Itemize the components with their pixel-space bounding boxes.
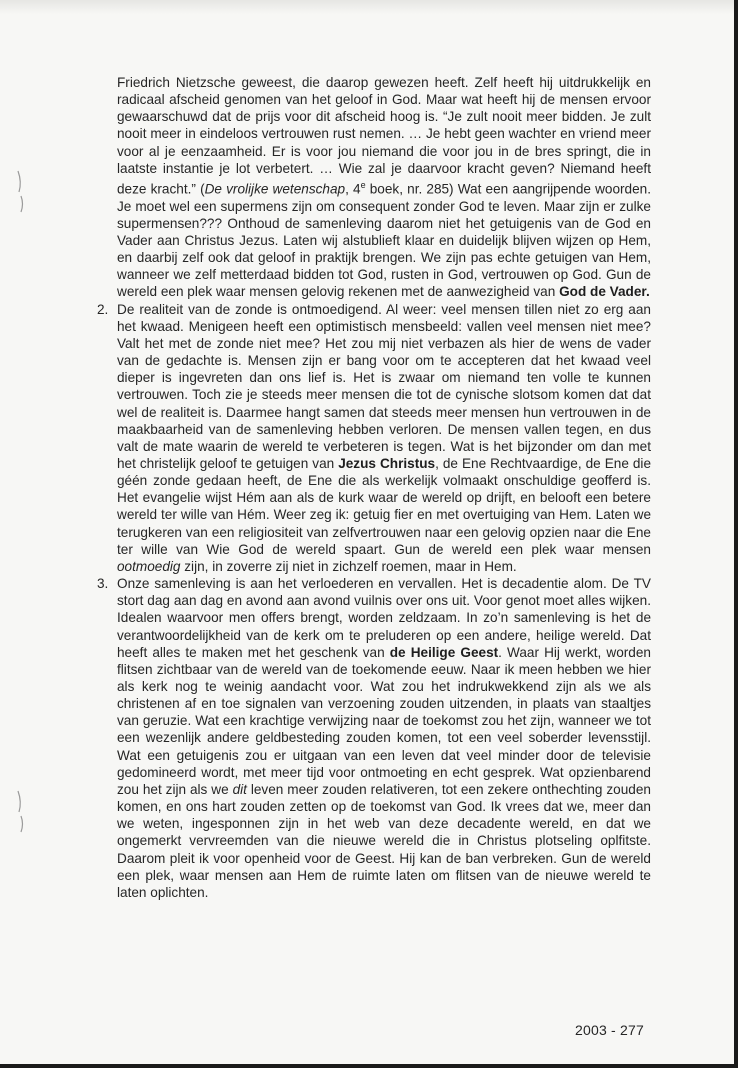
scan-top-edge (0, 0, 734, 14)
emphasis-jezus-christus: Jezus Christus (338, 455, 436, 471)
list-item-2 (97, 301, 652, 576)
text-run: , de Ene Rechtvaardige, de Ene die géén zonde gedaan heeft, de Ene die als werkelijk volmaakt onschuldige geofferd is. Het evangelie wijst Hém aan als de kurk waar de wereld op drijft, en belooft een betere wereld ter wille van Hém. Weer zeg ik: getuig fier en met overtuiging van Hem. Laten we terugkeren van een religiositeit van zelfvertrouwen naar een gelovig opzien naar die Ene ter wille van Wie God de wereld spaart. Gun de wereld een plek waar mensen (117, 455, 652, 557)
ordinal-superscript: e (360, 179, 366, 190)
intro-paragraph (117, 74, 651, 301)
emphasis-god-de-vader: God de Vader. (559, 284, 650, 300)
body-text (97, 74, 652, 901)
emphasis-heilige-geest: de Heilige Geest (389, 644, 499, 660)
emphasis-ootmoedig: ootmoedig (117, 558, 181, 574)
text-run: , 4 (345, 181, 361, 197)
page-number: 2003 - 277 (575, 1022, 644, 1038)
list-number: 2. (97, 301, 109, 317)
book-title-italic: De vrolijke wetenschap (204, 181, 346, 197)
margin-pencil-mark (14, 788, 28, 834)
text-run: Onze samenleving is aan het verloederen en vervallen. Het is decadentie alom. De TV stort dag aan dag en avond aan avond vuilnis over ons uit. Voor genot moet alles wijken. Idealen waarvoor men offers brengt, worden zeldzaam. In zo’n samenleving is het de verantwoordelijkheid van de kerk om te preluderen op een andere, heilige wereld. Dat heeft alles te maken met het geschenk van (117, 576, 651, 660)
list-number: 3. (97, 576, 109, 592)
numbered-list (97, 301, 652, 901)
text-run: De realiteit van de zonde is ontmoedigend. Al weer: veel mensen tillen niet zo erg aan het kwaad. Menigeen heeft een optimistisch mensbeeld: vallen veel mensen niet mee? Valt het met de zonde niet mee? Het zou mij niet verbazen als hier de wens de vader van de gedachte is. Mensen zijn er bang voor om te accepteren dat het kwaad veel dieper is ingevreten dan ons lief is. Het is zwaar om niemand ten volle te kunnen vertrouwen. Toch zie je steeds meer mensen die tot de cynische slotsom komen dat dat wel de realiteit is. Daarmee hangt samen dat steeds meer mensen hun vertrouwen in de maakbaarheid van de samenleving hebben verloren. De mensen vallen tegen, en dus valt de mate waarin de wereld te verbeteren is tegen. Wat is het bijzonder om dan met het christelijk geloof te getuigen van (117, 301, 651, 471)
text-run: . Waar Hij werkt, worden flitsen zichtbaar van de wereld van de toekomende eeuw. Naar ik meen hebben we hier als kerk nog te weinig aandacht voor. Wat zou het indrukwekkend zijn als we als christenen af en toe signalen van verzoening zouden uitzenden, in plaats van staaltjes van geruzie. Wat een krachtige verwijzing naar de toekomst zou het zijn, wanneer we tot een wezenlijk andere geldbesteding zouden komen, tot een veel soberder levensstijl. Wat een getuigenis zou er uitgaan van een leven dat veel minder door de televisie gedomineerd wordt, met meer tijd voor ontmoeting en echt gesprek. Wat opzienbarend zou het zijn als we (117, 644, 651, 797)
margin-pencil-mark (14, 168, 28, 214)
text-run: zijn, in zoverre zij niet in zichzelf roemen, maar in Hem. (180, 558, 517, 574)
text-run: boek, nr. 285) Wat een aangrijpende woorden. Je moet wel een supermens zijn om consequent zonder God te leven. Maar zijn er zulke supermensen??? Onthoud de samenleving daarom niet het getuigenis van de God en Vader aan Christus Jezus. Laten wij alstublieft klaar en duidelijk blijven wijzen op Hem, en daarbij zelf ook dat geloof in praktijk brengen. We zijn pas echte getuigen van Hem, wanneer we zelf metterdaad bidden tot God, rusten in God, vertrouwen op God. Gun de wereld een plek waar mensen gelovig rekenen met de aanwezigheid van (117, 181, 652, 300)
text-run: Friedrich Nietzsche geweest, die daarop gewezen heeft. Zelf heeft hij uitdrukkelijk en radicaal afscheid genomen van het geloof in God. Maar wat heeft hij de mensen ervoor gewaarschuwd dat de prijs voor dit afscheid hoog is. “Je zult nooit meer bidden. Je zult nooit meer in eindeloos vertrouwen rust nemen. … Je hebt geen wachter en vriend meer voor al je eenzaamheid. Er is voor jou niemand die voor jou in de bres springt, die in laatste instantie je lot verbetert. … Wie zal je daarvoor kracht geven? Niemand heeft deze kracht.” ( (117, 75, 651, 197)
emphasis-dit: dit (232, 781, 247, 797)
text-run: leven meer zouden relativeren, tot een zekere onthechting zouden komen, en ons hart zouden zetten op de toekomst van God. Ik vrees dat we, meer dan we weten, ingesponnen zijn in het web van deze decadente wereld, en dat we ongemerkt vervreemden van die nieuwe wereld die in Christus plotseling oplfitste. Daarom pleit ik voor openheid voor de Geest. Hij kan de ban verbreken. Gun de wereld een plek, waar mensen aan Hem de ruimte laten om flitsen van de nieuwe wereld te laten oplichten. (117, 781, 651, 900)
list-item-3 (97, 575, 651, 901)
